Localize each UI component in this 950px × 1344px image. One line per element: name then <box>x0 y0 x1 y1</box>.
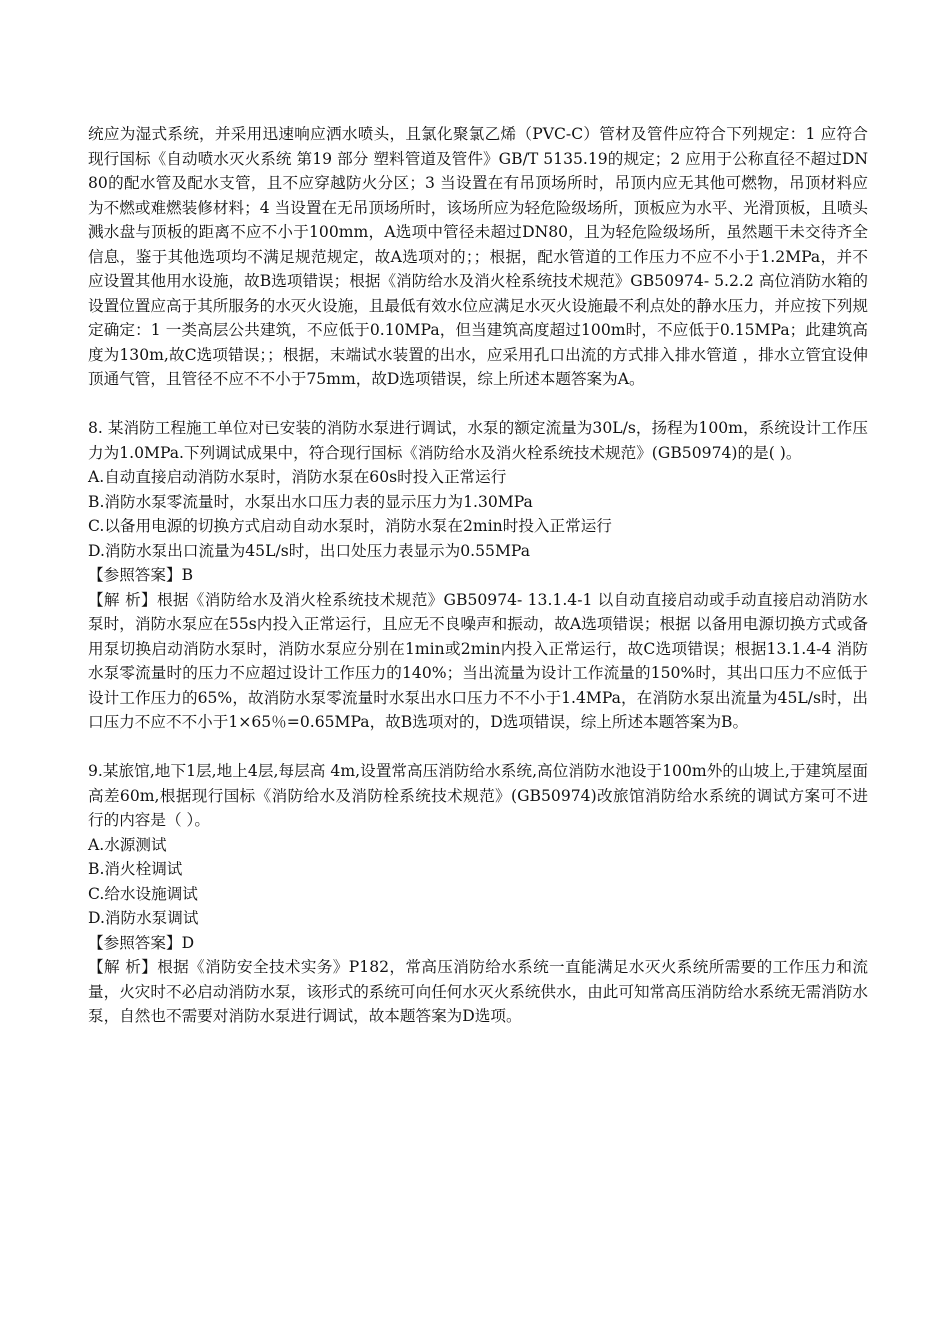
q8-option-d: D.消防水泵出口流量为45L/s时，出口处压力表显示为0.55MPa <box>88 541 531 560</box>
q8-stem: 8. 某消防工程施工单位对已安装的消防水泵进行调试，水泵的额定流量为30L/s，扬程为100m，系统设计工作压力为1.0MPa.下列调试成果中，符合现行国标《消防给水及消火栓系统技术规范》(GB50974)的是( )。 <box>88 419 868 462</box>
q9-stem: 9.某旅馆,地下1层,地上4层,每层高 4m,设置常高压消防给水系统,高位消防水池设于100m外的山坡上,于建筑屋面高差60m,根据现行国标《消防给水及消防栓系统技术规范》(GB50974)改旅馆消防给水系统的调试方案可不进行的内容是（ ）。 <box>88 762 868 829</box>
document-page <box>88 122 868 1029</box>
paragraph-gap <box>88 735 868 760</box>
q7-explanation-continued: 统应为湿式系统，并采用迅速响应洒水喷头，且氯化聚氯乙烯（PVC-C）管材及管件应符合下列规定：1 应符合现行国标《自动喷水灭火系统 第19 部分 塑料管道及管件》GB/T 5135.19的规定；2 应用于公称直径不超过DN80的配水管及配水支管，且不应穿越防火分区；3 当设置在有吊顶场所时，吊顶内应无其他可燃物，吊顶材料应为不燃或难燃装修材料；4 当设置在无吊顶场所时，该场所应为轻危险级场所，顶板应为水平、光滑顶板，且喷头溅水盘与顶板的距离不应不小于100mm，A选项中管径未超过DN80，且为轻危险级场所，虽然题干未交待齐全信息，鉴于其他选项均不满足规范规定，故A选项对的；；根据，配水管道的工作压力不应不小于1.2MPa，并不应设置其他用水设施，故B选项错误；根据《消防给水及消火栓系统技术规范》GB50974- 5.2.2 高位消防水箱的设置位置应高于其所服务的水灭火设施，且最低有效水位应满足水灭火设施最不利点处的静水压力，并应按下列规定确定：1 一类高层公共建筑，不应低于0.10MPa，但当建筑高度超过100m时，不应低于0.15MPa；此建筑高度为130m,故C选项错误；；根据，末端试水装置的出水，应采用孔口出流的方式排入排水管道 ，排水立管宜设伸顶通气管，且管径不应不不小于75mm，故D选项错误，综上所述本题答案为A。 <box>88 125 868 388</box>
q8-option-c: C.以备用电源的切换方式启动自动水泵时，消防水泵在2min时投入正常运行 <box>88 517 612 535</box>
q8-analysis: 【解 析】根据《消防给水及消火栓系统技术规范》GB50974- 13.1.4-1 以自动直接启动或手动直接启动消防水泵时，消防水泵应在55s内投入正常运行，且应无不良噪声和振动，故A选项错误；根据 以备用电源切换方式或备用泵切换启动消防水泵时，消防水泵应分别在1min或2min内投入正常运行，故C选项错误；根据13.1.4-4 消防水泵零流量时的压力不应超过设计工作压力的140%；当出流量为设计工作流量的150%时，其出口压力不应低于设计工作压力的65%，故消防水泵零流量时水泵出水口压力不不小于1.4MPa，在消防水泵出流量为45L/s时，出口压力不应不不小于1×65％=0.65MPa，故B选项对的，D选项错误，综上所述本题答案为B。 <box>88 590 868 731</box>
q9-option-c: C.给水设施调试 <box>88 884 198 903</box>
q9-option-a: A.水源测试 <box>88 835 167 854</box>
paragraph-gap <box>88 392 868 417</box>
q9-analysis: 【解 析】根据《消防安全技术实务》P182，常高压消防给水系统一直能满足水灭火系统所需要的工作压力和流量，火灾时不必启动消防水泵，该形式的系统可向任何水灭火系统供水，由此可知常高压消防给水系统无需消防水泵，自然也不需要对消防水泵进行调试，故本题答案为D选项。 <box>88 958 868 1025</box>
q9-option-b: B.消火栓调试 <box>88 860 183 878</box>
q9-option-d: D.消防水泵调试 <box>88 909 199 927</box>
q9-answer: 【参照答案】D <box>88 933 195 952</box>
q8-answer: 【参照答案】B <box>88 566 194 584</box>
q8-option-a: A.自动直接启动消防水泵时，消防水泵在60s时投入正常运行 <box>88 468 507 486</box>
q8-option-b: B.消防水泵零流量时，水泵出水口压力表的显示压力为1.30MPa <box>88 492 533 511</box>
